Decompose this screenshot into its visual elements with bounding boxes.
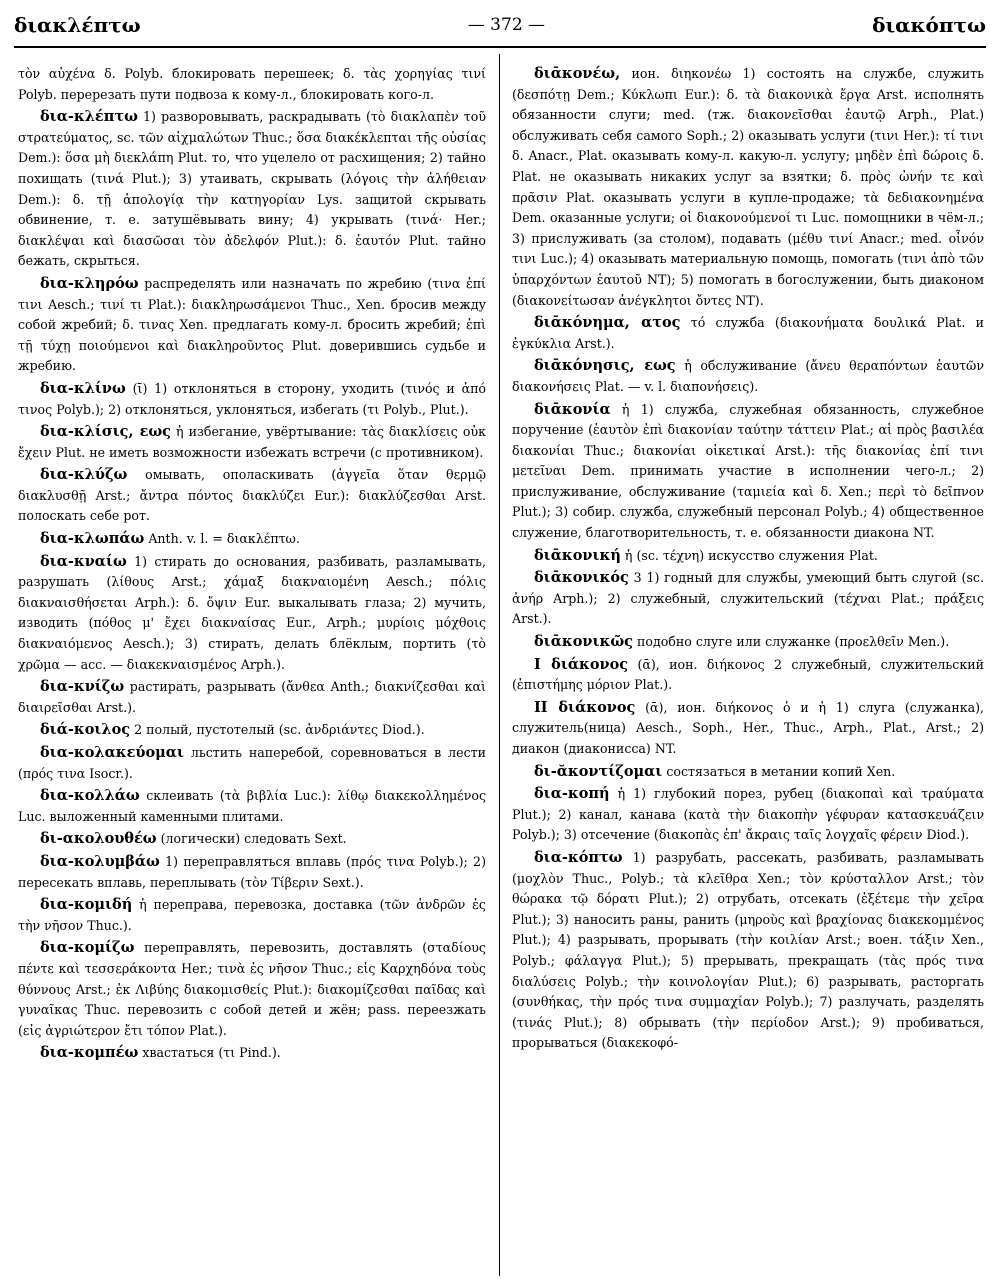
left-column xyxy=(18,64,486,1276)
dictionary-entry xyxy=(512,784,984,846)
dictionary-entry xyxy=(18,895,486,936)
dictionary-entry xyxy=(512,762,984,783)
entry-definition: склеивать (τὰ βιβλία Luc.): λίθῳ διακεκολλημένος Luc. выложенный каменными плитами. xyxy=(18,788,486,824)
dictionary-entry xyxy=(18,379,486,420)
entry-definition: ἡ обслуживание (ἄνευ θεραπόντων ἑαυτῶν διακονήσεις Plat. — v. l. διαπονήσεις). xyxy=(512,358,984,394)
entry-definition: состязаться в метании копий Xen. xyxy=(666,763,896,779)
entry-definition: ἡ избегание, увёртывание: τὰς διακλίσεις οὐκ ἔχειν Plut. не иметь возможности избежать встречи (с противником). xyxy=(18,424,486,460)
entry-definition: хвастаться (τι Pind.). xyxy=(142,1045,281,1061)
dictionary-entry xyxy=(18,1043,486,1064)
entry-definition: (ᾱ), ион. διήκονος ὁ и ἡ 1) слуга (служанка), служитель(ница) Aesch., Soph., Her., Thuc., Arph., Plat., Arst.; 2) диакон (диаконисса) NT. xyxy=(512,699,984,756)
dictionary-entry xyxy=(18,786,486,827)
entry-headword: διᾱκόνημα, ατος xyxy=(534,314,681,332)
entry-headword: δια-κλωπάω xyxy=(40,530,145,548)
entry-headword: διά-κοιλος xyxy=(40,721,131,739)
entry-headword: δια-κόπτω xyxy=(534,848,623,866)
entry-definition: 1) разрубать, рассекать, разбивать, разламывать (μοχλὸν Thuc., Polyb.; τὰ κλεῖθρα Xen.; τὸν κρύσταλλον Arst.; τὸν θώρακα τῷ δόρατι Plut.); 2) отрубать, отсекать (ἐξέτεμε τὴν χεῖρα Plut.); 3) наносить раны, ранить (μηροὺς καὶ βραχίονας διακεκομμένος Plut.); 4) разрывать, прорывать (τὴν κοιλίαν Arst.; воен. τάξιν Xen., Polyb.; φάλαγγα Plut.); 5) прерывать, прекращать (τὰς πρός τινα διαλύσεις Polyb.; τὴν κοινολογίαν Plut.); 6) разрывать, расторгать (συνθήκας, τὴν πρός τινα συμμαχίαν Polyb.); 7) разлучать, разделять (τινάς Plut.); 8) обрывать (τὴν περίοδον Arst.); 9) пробиваться, прорываться (διακεκοφό- xyxy=(512,849,984,1051)
entry-headword: δια-κλέπτω xyxy=(40,108,138,126)
entry-definition: растирать, разрывать (ἄνθεα Anth.; διακνίζεσθαι καὶ διαιρεῖσθαι Arst.). xyxy=(18,679,486,715)
entry-definition: Anth. v. l. = διακλέπτω. xyxy=(148,531,300,547)
dictionary-entry xyxy=(512,356,984,397)
entry-definition: 3 1) годный для службы, умеющий быть слугой (sc. ἀνήρ Arph.); 2) служебный, служительский (τέχναι Plat.; πράξεις Arst.). xyxy=(512,570,984,627)
entry-headword: I διάκονος xyxy=(534,655,629,673)
dictionary-entry xyxy=(18,829,486,850)
dictionary-entry xyxy=(18,529,486,550)
page-header xyxy=(14,10,986,40)
entry-definition: 1) переправляться вплавь (πρός τινα Polyb.); 2) пересекать вплавь, переплывать (τὸν Τίβεριν Sext.). xyxy=(18,853,486,890)
right-running-headword: διακόπτω xyxy=(872,13,986,37)
entry-headword: δι-ακολουθέω xyxy=(40,830,157,848)
entry-headword: διᾱκονέω, xyxy=(534,65,621,82)
entry-definition: (логически) следовать Sext. xyxy=(160,831,347,847)
dictionary-entry xyxy=(18,422,486,463)
dictionary-entry xyxy=(18,677,486,718)
dictionary-entry xyxy=(18,938,486,1041)
dictionary-entry xyxy=(512,698,984,760)
dictionary-entry xyxy=(18,720,486,741)
entry-definition: льстить наперебой, соревноваться в лести (πρός τινα Isocr.). xyxy=(18,745,486,781)
dictionary-entry xyxy=(512,400,984,544)
entry-headword: δια-κολακεύομαι xyxy=(40,744,184,761)
entry-headword: δια-κλίνω xyxy=(40,379,126,397)
entry-definition: ἡ (sc. τέχνη) искусство служения Plat. xyxy=(624,547,878,563)
dictionary-entry xyxy=(512,655,984,696)
dictionary-entry xyxy=(18,274,486,377)
entry-headword: δια-κναίω xyxy=(40,552,127,570)
entry-definition: ион. διηκονέω 1) состоять на службе, служить (δεσπότῃ Dem.; Κύκλωπι Eur.): δ. τὰ διακονικὰ ἔργα Arst. исполнять обязанности слуги; med. (тж. διακονεῖσθαι ἑαυτῷ Arph., Plat.) обслуживать себя самого Soph.; 2) оказывать услуги (τινι Her.): τί τινι δ. Anacr., Plat. оказывать кому-л. какую-л. услугу; μηδὲν ἐπὶ δώροις δ. Plat. не оказывать никаких услуг за взятки; δ. πρὸς ὠνήν τε καὶ πρᾶσιν Plat. оказывать услуги в купле-продаже; τὰ δεδιακονημένα Dem. оказанные услуги; οἱ διακονούμενοί τι Luc. помощники в чём-л.; 3) прислуживать (за столом), подавать (μέθυ τινί Anacr.; med. οἶνόν τινι Luc.); 4) оказывать материальную помощь, помогать (τινι ἀπὸ τῶν ὑπαρχόντων ἑαυτοῦ NT); 5) помогать в богослужении, быть диаконом (διακονείτωσαν ἀνέγκλητοι ὄντες NT). xyxy=(512,66,984,308)
dictionary-entry xyxy=(18,64,486,105)
dictionary-entry xyxy=(512,64,984,311)
entry-headword: δια-κολυμβάω xyxy=(40,852,160,870)
entry-headword: δια-κοπή xyxy=(534,785,610,803)
entry-headword: δια-κομιδή xyxy=(40,896,133,914)
entry-definition: ἡ переправа, перевозка, доставка (τῶν ἀνδρῶν ἐς τὴν νῆσον Thuc.). xyxy=(18,897,486,933)
dictionary-entry xyxy=(512,313,984,354)
dictionary-entry xyxy=(18,852,486,893)
column-divider xyxy=(499,54,500,1276)
dictionary-entry xyxy=(18,743,486,784)
entry-definition: (ῑ) 1) отклоняться в сторону, уходить (τινός и ἀπό τινος Polyb.); 2) отклоняться, уклоняться, избегать (τι Polyb., Plut.). xyxy=(18,380,486,417)
dictionary-entry xyxy=(512,848,984,1054)
entry-definition: омывать, ополаскивать (ἀγγεῖα ὅταν θερμῷ διακλυσθῇ Arst.; ἄντρα πόντος διακλύζει Eur.): διακλύζεσθαι Arst. полоскать себе рот. xyxy=(18,467,486,524)
entry-headword: διᾱκόνησις, εως xyxy=(534,357,676,375)
right-column xyxy=(512,64,984,1276)
entry-definition: переправлять, перевозить, доставлять (σταδίους πέντε καὶ τεσσεράκοντα Her.; τινὰ ἐς νῆσον Thuc.; εἰς Καρχηδόνα τοὺς θύννους Arst.; ἐκ Λιβύης διακομισθείς Plut.): διακομίζεσθαι παῖδας καὶ γυναῖκας Thuc. перевозить с собой детей и жён; pass. переезжать (εἰς ἀγριώτερον ἔτι τόπον Plat.). xyxy=(18,940,486,1038)
entry-headword: δια-κλίσις, εως xyxy=(40,423,172,441)
entry-headword: δια-κομίζω xyxy=(40,939,135,957)
left-running-headword: διακλέπτω xyxy=(14,13,141,37)
entry-headword: δια-κληρόω xyxy=(40,274,139,292)
entry-definition: τὸν αὐχένα δ. Polyb. блокировать перешеек; δ. τὰς χορηγίας τινί Polyb. перерезать пути подвоза к кому-л., блокировать кого-л. xyxy=(18,66,486,102)
entry-headword: διᾱκονικός xyxy=(534,569,629,587)
entry-headword: δια-κνίζω xyxy=(40,678,125,696)
entry-headword: διᾱκονικῶς xyxy=(534,633,633,651)
entry-definition: ἡ 1) глубокий порез, рубец (διακοπαὶ καὶ τραύματα Plut.); 2) канал, канава (κατὰ τὴν διακοπὴν γέφυραν κατασκευάζειν Polyb.); 3) отсечение (διακοπὰς ἐπ' ἄκραις ταῖς λογχαῖς φέρειν Diod.). xyxy=(512,786,984,843)
entry-headword: δια-κλύζω xyxy=(40,466,128,484)
entry-headword: δι-ᾰκοντίζομαι xyxy=(534,762,663,780)
entry-definition: подобно слуге или служанке (προελθεῖν Men.). xyxy=(636,634,950,650)
entry-definition: ἡ 1) служба, служебная обязанность, служебное поручение (ἑαυτὸν ἐπὶ διακονίαν ταύτην τάττειν Plat.; αἱ πρὸς βασιλέα διακονίαι Thuc.; διακονίαι οἰκετικαί Arst.): τῆς διακονίας ἐπί τινι μετεῖναι Dem. принимать участие в исполнении чего-л.; 2) прислуживание, обслуживание (ταμιεία καὶ δ. Xen.; περὶ τὸ δεῖπνον Plut.); 3) собир. служба, служебный персонал Polyb.; 4) общественное служение, благотворительность, т. е. обязанности диакона NT. xyxy=(512,401,984,541)
entry-definition: 1) разворовывать, раскрадывать (τὸ διακλαπὲν τοῦ στρατεύματος, sc. τῶν αἰχμαλώτων Thuc.; ὅσα διακέκλεπται τῆς οὐσίας Dem.): ὅσα μὴ διεκλάπη Plut. то, что уцелело от расхищения; 2) тайно похищать (τινά Plut.); 3) утаивать, скрывать (λόγοις τὴν ἀλήθειαν Dem.): δ. τῇ ἀπολογίᾳ τὴν κατηγορίαν Lys. защитой скрывать обвинение, т. е. затушёвывать вину; 4) укрывать (τινά· Her.; διακλέψαι καὶ διασῶσαι τὸν ἀδελφόν Plut.): δ. ἑαυτόν Plut. тайно бежать, скрыться. xyxy=(18,109,486,269)
dictionary-entry xyxy=(18,552,486,676)
entry-headword: δια-κολλάω xyxy=(40,787,140,805)
header-rule xyxy=(14,46,986,48)
dictionary-entry xyxy=(18,107,486,272)
entry-headword: διᾱκονία xyxy=(534,400,611,418)
entry-definition: 1) стирать до основания, разбивать, разламывать, разрушать (λίθους Arst.; χάμαξ διακναιομένη Aesch.; πόλις διακναισθήσεται Arph.): δ. ὄψιν Eur. выкалывать глаза; 2) мучить, изводить (πόθος μ' ἔχει διακναίσας Eur., Arph.; μυρίοις μόχθοις διακναιόμενος Aesch.); 3) стирать, делать блёклым, портить (τὸ χρῶμα — acc. — διακεκναισμένος Arph.). xyxy=(18,553,486,672)
dictionary-entry xyxy=(512,632,984,653)
dictionary-entry xyxy=(18,465,486,527)
dictionary-entry xyxy=(512,568,984,630)
entry-definition: распределять или назначать по жребию (τινα ἐπί τινι Aesch.; τινί τι Plat.): διακληρωσάμενοι Thuc., Xen. бросив между собой жребий; δ. τινας Xen. предлагать кому-л. бросить жребий; ἐπὶ τῇ τύχῃ ποιούμενοι καὶ διακληροῦντος Plut. доверившись судьбе и жребию. xyxy=(18,275,486,374)
entry-definition: (ᾱ), ион. διήκονος 2 служебный, служительский (ἐπιστήμης μόριον Plat.). xyxy=(512,656,984,693)
entry-headword: διᾱκονική xyxy=(534,546,621,564)
entry-headword: δια-κομπέω xyxy=(40,1044,139,1062)
dictionary-entry xyxy=(512,546,984,567)
entry-definition: τό служба (διακονήματα δουλικά Plat. и ἐγκύκλια Arst.). xyxy=(512,315,984,351)
page-number: — 372 — xyxy=(467,15,546,35)
entry-definition: 2 полый, пустотелый (sc. ἀνδριάντες Diod.). xyxy=(134,722,425,738)
entry-headword: II διάκονος xyxy=(534,698,636,716)
